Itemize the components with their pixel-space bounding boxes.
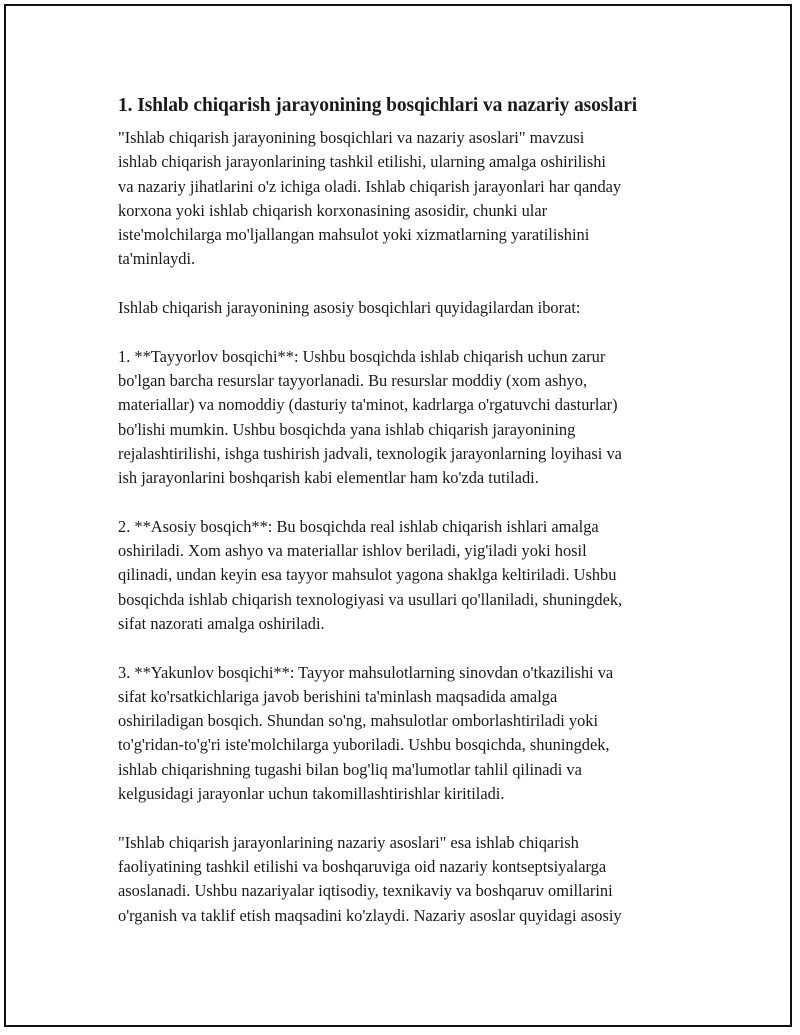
- paragraph-line: 3. **Yakunlov bosqichi**: Tayyor mahsulotlarning sinovdan o'tkazilishi va: [118, 662, 614, 682]
- paragraph-line: bosqichda ishlab chiqarish texnologiyasi va usullari qo'llaniladi, shuningdek,: [118, 589, 623, 609]
- paragraph-line: ish jarayonlarini boshqarish kabi elementlar ham ko'zda tutiladi.: [118, 468, 539, 488]
- paragraph-line: materiallar) va nomoddiy (dasturiy ta'minot, kadrlarga o'rgatuvchi dasturlar): [118, 395, 618, 415]
- paragraph-line: ta'minlaydi.: [118, 249, 196, 269]
- paragraph-line: asoslanadi. Ushbu nazariyalar iqtisodiy, texnikaviy va boshqaruv omillarini: [118, 881, 613, 901]
- document-title: 1. Ishlab chiqarish jarayonining bosqichlari va nazariy asoslari: [118, 95, 638, 116]
- paragraph-line: sifat ko'rsatkichlariga javob berishini ta'minlash maqsadida amalga: [118, 686, 558, 706]
- paragraph-line: 2. **Asosiy bosqich**: Bu bosqichda real ishlab chiqarish ishlari amalga: [118, 516, 599, 536]
- paragraph-line: korxona yoki ishlab chiqarish korxonasining asosidir, chunki ular: [118, 200, 548, 220]
- paragraph-list: [118, 126, 690, 928]
- paragraph-line: va nazariy jihatlarini o'z ichiga oladi. Ishlab chiqarish jarayonlari har qanday: [118, 176, 622, 196]
- paragraph-line: 1. **Tayyorlov bosqichi**: Ushbu bosqichda ishlab chiqarish uchun zarur: [118, 346, 606, 366]
- paragraph-line: ishlab chiqarish jarayonlarining tashkil etilishi, ularning amalga oshirilishi: [118, 152, 606, 172]
- paragraph-line: sifat nazorati amalga oshiriladi.: [118, 613, 325, 633]
- paragraph-line: oshiriladigan bosqich. Shundan so'ng, mahsulotlar omborlashtiriladi yoki: [118, 711, 599, 731]
- paragraph-line: bo'lishi mumkin. Ushbu bosqichda yana ishlab chiqarish jarayonining: [118, 419, 576, 439]
- paragraph-1: [118, 126, 690, 272]
- paragraph-3: [118, 345, 690, 491]
- paragraph-line: "Ishlab chiqarish jarayonining bosqichlari va nazariy asoslari" mavzusi: [118, 128, 585, 147]
- paragraph-line: iste'molchilarga mo'ljallangan mahsulot yoki xizmatlarning yaratilishini: [118, 225, 590, 245]
- paragraph-4: [118, 515, 690, 636]
- paragraph-5: [118, 661, 690, 807]
- paragraph-line: to'g'ridan-to'g'ri iste'molchilarga yuboriladi. Ushbu bosqichda, shuningdek,: [118, 735, 610, 755]
- paragraph-2: [118, 296, 690, 320]
- paragraph-line: qilinadi, undan keyin esa tayyor mahsulot yagona shaklga keltiriladi. Ushbu: [118, 565, 617, 585]
- paragraph-line: rejalashtirilishi, ishga tushirish jadvali, texnologik jarayonlarning loyihasi va: [118, 443, 622, 463]
- paragraph-line: faoliyatining tashkil etilishi va boshqaruviga oid nazariy kontseptsiyalarga: [118, 856, 607, 876]
- paragraph-line: "Ishlab chiqarish jarayonlarining nazariy asoslari" esa ishlab chiqarish: [118, 832, 579, 852]
- paragraph-line: ishlab chiqarishning tugashi bilan bog'liq ma'lumotlar tahlil qilinadi va: [118, 759, 582, 779]
- paragraph-line: bo'lgan barcha resurslar tayyorlanadi. Bu resurslar moddiy (xom ashyo,: [118, 370, 588, 390]
- paragraph-6: [118, 831, 690, 928]
- paragraph-line: Ishlab chiqarish jarayonining asosiy bosqichlari quyidagilardan iborat:: [118, 298, 581, 318]
- paragraph-line: kelgusidagi jarayonlar uchun takomillashtirishlar kiritiladi.: [118, 784, 505, 804]
- document-body: [118, 92, 690, 928]
- paragraph-line: oshiriladi. Xom ashyo va materiallar ishlov beriladi, yig'iladi yoki hosil: [118, 541, 587, 561]
- paragraph-line: o'rganish va taklif etish maqsadini ko'zlaydi. Nazariy asoslar quyidagi asosiy: [118, 905, 622, 925]
